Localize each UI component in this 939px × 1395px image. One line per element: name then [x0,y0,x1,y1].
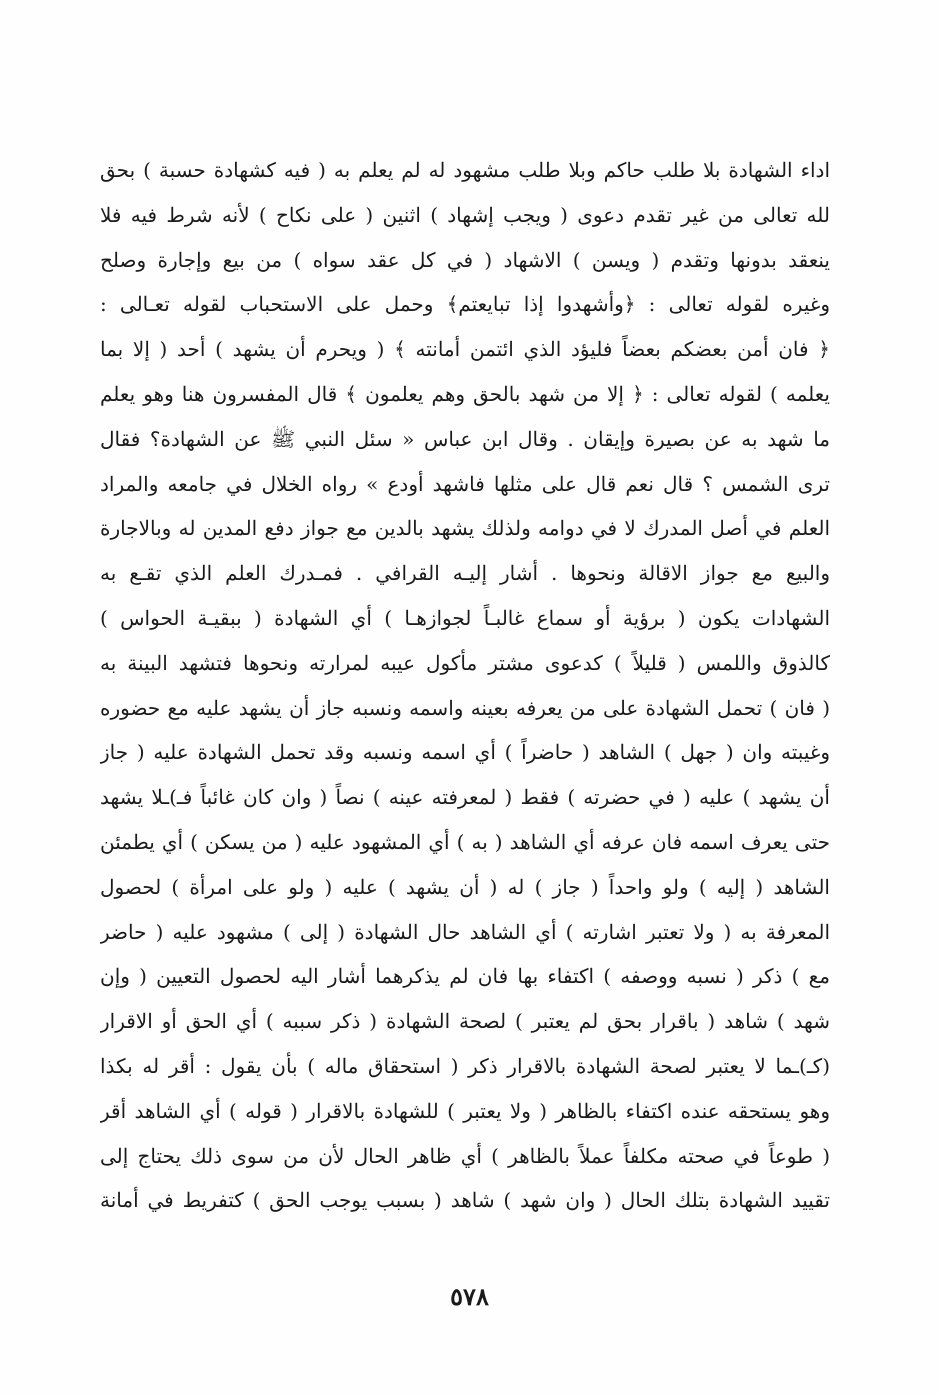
text-line: وغيبته وان ( جهل ) الشاهد ( حاضراً ) أي اسمه ونسبه وقد تحمل الشهادة عليه ( جاز [100,740,830,765]
text-line: الشاهد ( إليه ) ولو واحداً ( جاز ) له ( أن يشهد ) عليه ( ولو على امرأة ) لحصول [100,874,830,899]
text-line: وغيره لقوله تعالى : ﴿وأشهدوا إذا تبايعتم﴾ وحمل على الاستحباب لقوله تعـالى : [100,292,830,317]
text-line: تقييد الشهادة بتلك الحال ( وان شهد ) شاهد ( بسبب يوجب الحق ) كتفريط في أمانة [100,1188,830,1213]
text-line: كالذوق واللمس ( قليلاً ) كدعوى مشتر مأكول عيبه لمرارته ونحوها فتشهد البينة به [100,650,830,675]
text-line: مع ) ذكر ( نسبه ووصفه ) اكتفاء بها فان لم يذكرهما أشار اليه لحصول التعيين ( وإن [100,964,830,989]
text-line: ( طوعاً في صحته مكلفاً عملاً بالظاهر ) أي ظاهر الحال لأن من سوى ذلك يحتاج إلى [100,1143,830,1168]
text-line: اداء الشهادة بلا طلب حاكم وبلا طلب مشهود له لم يعلم به ( فيه كشهادة حسبة ) بحق [100,158,830,182]
text-line: حتى يعرف اسمه فان عرفه أي الشاهد ( به ) أي المشهود عليه ( من يسكن ) أي يطمئن [100,829,830,854]
text-line: ﴿ فان أمن بعضكم بعضاً فليؤد الذي ائتمن أمانته ﴾ ( ويحرم أن يشهد ) أحد ( إلا بما [100,337,830,362]
text-line: ( فان ) تحمل الشهادة على من يعرفه بعينه واسمه ونسبه جاز أن يشهد عليه مع حضوره [100,695,830,720]
text-line: المعرفة به ( ولا تعتبر اشارته ) أي الشاهد حال الشهادة ( إلى ) مشهود عليه ( حاضر [100,919,830,944]
text-line: يعلمه ) لقوله تعالى : ﴿ إلا من شهد بالحق وهم يعلمون ﴾ قال المفسرون هنا وهو يعلم [100,381,830,406]
text-line: العلم في أصل المدرك لا في دوامه ولذلك يشهد بالدين مع جواز دفع المدين له وبالاجارة [100,516,830,541]
body-text [100,148,830,1223]
page-number: ٥٧٨ [450,1282,489,1311]
text-line: ما شهد به عن بصيرة وإيقان . وقال ابن عباس « سئل النبي ﷺ عن الشهادة؟ فقال [100,426,830,451]
text-line: أن يشهد ) عليه ( في حضرته ) فقط ( لمعرفته عينه ) نصاً ( وان كان غائباً فـ)ـلا يشهد [100,785,830,810]
text-line: شهد ) شاهد ( باقرار بحق لم يعتبر ) لصحة الشهادة ( ذكر سببه ) أي الحق أو الاقرار [100,1009,830,1034]
text-line: (كـ)ـما لا يعتبر لصحة الشهادة بالاقرار ذكر ( استحقاق ماله ) بأن يقول : أقر له بكذا [100,1053,830,1078]
text-line: لله تعالى من غير تقدم دعوى ( ويجب إشهاد ) اثنين ( على نكاح ) لأنه شرط فيه فلا [100,202,830,227]
text-line: والبيع مع جواز الاقالة ونحوها . أشار إليـه القرافي . فمـدرك العلم الذي تقـع به [100,561,830,586]
text-line: وهو يستحقه عنده اكتفاء بالظاهر ( ولا يعتبر ) للشهادة بالاقرار ( قوله ) أي الشاهد أقر [100,1098,830,1123]
text-line: الشهادات يكون ( برؤية أو سماع غالبـاً لجوازهـا ) أي الشهادة ( ببقيـة الحواس ) [100,605,830,630]
text-line: ينعقد بدونها وتقدم ( ويسن ) الاشهاد ( في كل عقد سواه ) من بيع وإجارة وصلح [100,247,830,272]
text-line: ترى الشمس ؟ قال نعم قال على مثلها فاشهد أودع » رواه الخلال في جامعه والمراد [100,471,830,496]
